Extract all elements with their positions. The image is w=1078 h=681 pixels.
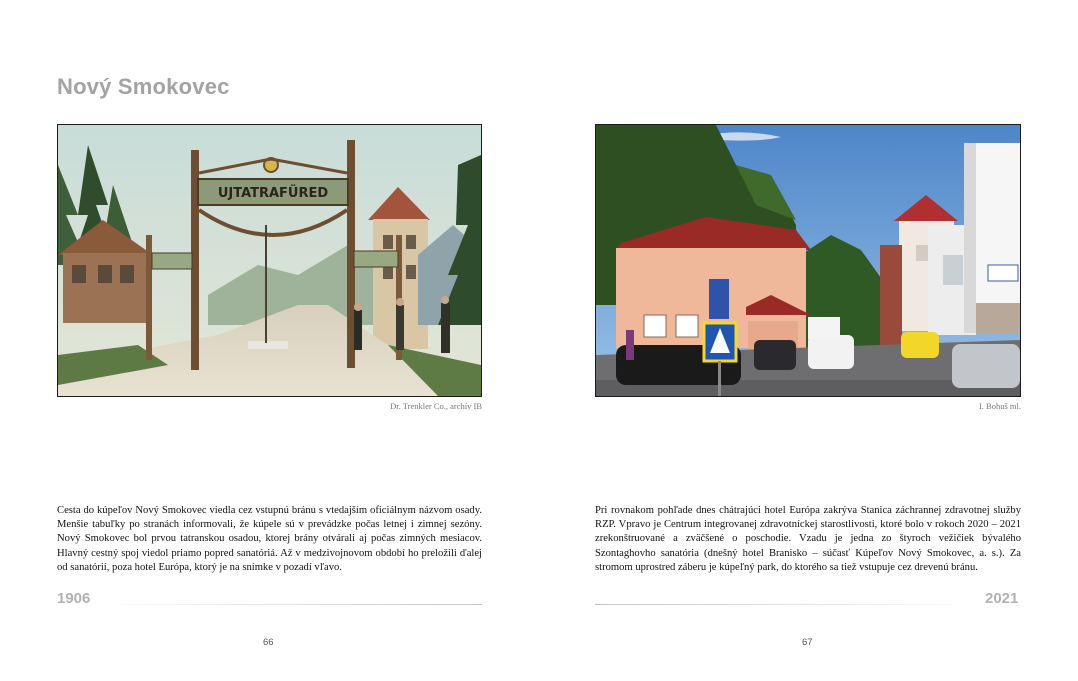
modern-photo — [595, 124, 1021, 397]
page-number-right: 67 — [802, 637, 813, 648]
divider-left — [98, 604, 482, 605]
year-label-right: 2021 — [985, 590, 1019, 607]
historic-postcard-photo — [57, 124, 482, 397]
body-text-right: Pri rovnakom pohľade dnes chátrajúci hotel Európa zakrýva Stanica záchrannej zdravotnej služby RZP. Vpravo je Centrum integrovanej zdravotníckej starostlivosti, ktoré bolo v rokoch 2020 – 2021 zrekonštruované a zväčšené o poschodie. Vzadu je jedna zo štyroch vežičiek bývalého Szontaghovho sanatória (dnešný hotel Branisko – súčasť Kúpeľov Nový Smokovec, a. s.). Za stromom uprostred záberu je kúpeľný park, do ktorého sa tiež vstupuje cez drevenú bránu. — [595, 505, 1021, 573]
photo-credit-right: I. Bohuš ml. — [978, 401, 1021, 411]
photo-credit-left: Dr. Trenkler Co., archív IB — [390, 401, 482, 411]
body-text-left: Cesta do kúpeľov Nový Smokovec viedla cez vstupnú bránu s vtedajším oficiálnym názvom osady. Menšie tabuľky po stranách informovali, že kúpele sú v prevádzke počas letnej i zimnej sezóny. Nový Smokovec bol prvou tatranskou osadou, ktorej brány otvárali aj počas zimných mesiacov. Hlavný cestný spoj viedol priamo popred sanatóriá. Až v medzivojnovom období ho preložili ďalej od sanatórií, poza hotel Európa, ktorý je na snímke v pozadí vľavo. — [57, 505, 482, 573]
page-number-left: 66 — [263, 637, 274, 648]
year-label-left: 1906 — [57, 590, 91, 607]
gate-sign-text: UJTATRAFÜRED — [217, 186, 329, 201]
divider-right — [595, 604, 979, 605]
page-title: Nový Smokovec — [57, 74, 230, 99]
